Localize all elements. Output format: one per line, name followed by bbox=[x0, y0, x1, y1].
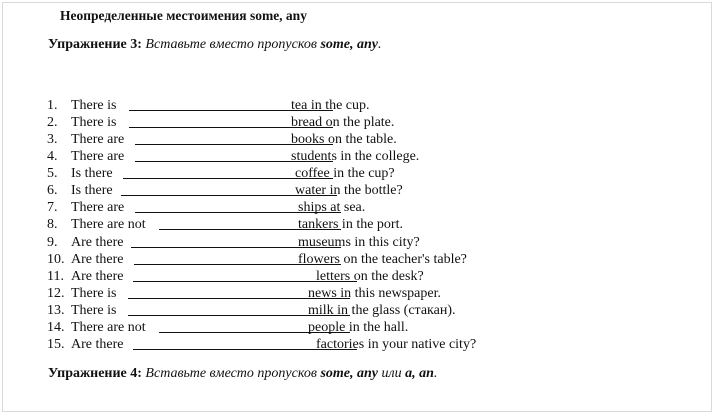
item-number: 14. bbox=[47, 319, 65, 335]
item-end: students in the college. bbox=[291, 149, 420, 165]
item-end: people in the hall. bbox=[308, 319, 409, 335]
item-number: 3. bbox=[47, 132, 58, 148]
exercise-4-keywords: some, any bbox=[320, 366, 379, 381]
list-item bbox=[47, 268, 647, 285]
exercise-3-instruction: Вставьте вместо пропусков bbox=[141, 37, 321, 52]
item-start: There is bbox=[71, 302, 117, 318]
item-end: letters on the desk? bbox=[316, 268, 424, 284]
item-start: There are bbox=[71, 200, 125, 216]
item-number: 7. bbox=[47, 200, 58, 216]
item-end: tea in the cup. bbox=[291, 98, 370, 113]
item-number: 1. bbox=[47, 98, 58, 113]
exercise-3-list bbox=[47, 97, 647, 353]
item-number: 4. bbox=[47, 149, 58, 165]
list-item bbox=[47, 302, 647, 319]
item-end: news in this newspaper. bbox=[308, 285, 441, 301]
item-number: 11. bbox=[47, 268, 64, 284]
exercise-4-keywords-articles: a, an bbox=[405, 366, 434, 381]
exercise-3-keywords: some, any bbox=[320, 37, 379, 52]
list-item bbox=[47, 199, 647, 216]
item-end: museums in this city? bbox=[298, 234, 420, 250]
item-start: There is bbox=[71, 98, 117, 113]
item-start: There are not bbox=[71, 319, 146, 335]
item-start: Is there bbox=[71, 166, 113, 182]
item-start: There are bbox=[71, 132, 125, 148]
exercise-3-heading bbox=[48, 37, 382, 53]
exercise-4-heading bbox=[48, 366, 437, 382]
list-item bbox=[47, 285, 647, 302]
exercise-4-period: . bbox=[433, 366, 438, 381]
list-item bbox=[47, 114, 647, 131]
item-number: 8. bbox=[47, 217, 58, 233]
item-start: Are there bbox=[71, 336, 124, 352]
list-item bbox=[47, 319, 647, 336]
item-start: There is bbox=[71, 285, 117, 301]
item-number: 9. bbox=[47, 234, 58, 250]
item-end: ships at sea. bbox=[298, 200, 366, 216]
item-start: There are not bbox=[71, 217, 146, 233]
item-start: There is bbox=[71, 115, 117, 131]
item-number: 6. bbox=[47, 183, 58, 199]
list-item bbox=[47, 182, 647, 199]
item-start: Are there bbox=[71, 234, 124, 250]
item-number: 13. bbox=[47, 302, 65, 318]
item-start: Are there bbox=[71, 251, 124, 267]
item-number: 15. bbox=[47, 336, 65, 352]
item-end: flowers on the teacher's table? bbox=[298, 251, 467, 267]
item-end: milk in the glass (стакан). bbox=[308, 302, 456, 318]
item-start: There are bbox=[71, 149, 125, 165]
item-number: 2. bbox=[47, 115, 58, 131]
list-item bbox=[47, 165, 647, 182]
exercise-3-label: Упражнение 3: bbox=[48, 37, 142, 52]
item-start: Are there bbox=[71, 268, 124, 284]
list-item bbox=[47, 251, 647, 268]
list-item bbox=[47, 216, 647, 233]
exercise-3-period: . bbox=[378, 37, 382, 52]
list-item bbox=[47, 336, 647, 353]
item-end: books on the table. bbox=[291, 132, 397, 148]
item-number: 10. bbox=[47, 251, 65, 267]
item-end: factories in your native city? bbox=[316, 336, 477, 352]
list-item bbox=[47, 97, 647, 114]
item-number: 12. bbox=[47, 285, 65, 301]
item-start: Is there bbox=[71, 183, 113, 199]
item-end: tankers in the port. bbox=[298, 217, 403, 233]
item-end: bread on the plate. bbox=[291, 115, 395, 131]
exercise-4-label: Упражнение 4: bbox=[48, 366, 142, 381]
list-item bbox=[47, 131, 647, 148]
item-end: water in the bottle? bbox=[295, 183, 403, 199]
list-item bbox=[47, 234, 647, 251]
item-end: coffee in the cup? bbox=[295, 166, 395, 182]
list-item bbox=[47, 148, 647, 165]
exercise-4-instruction: Вставьте вместо пропусков bbox=[141, 366, 321, 381]
page-title: Неопределенные местоимения some, any bbox=[60, 8, 307, 23]
item-number: 5. bbox=[47, 166, 58, 182]
exercise-4-connector: или bbox=[378, 366, 406, 381]
